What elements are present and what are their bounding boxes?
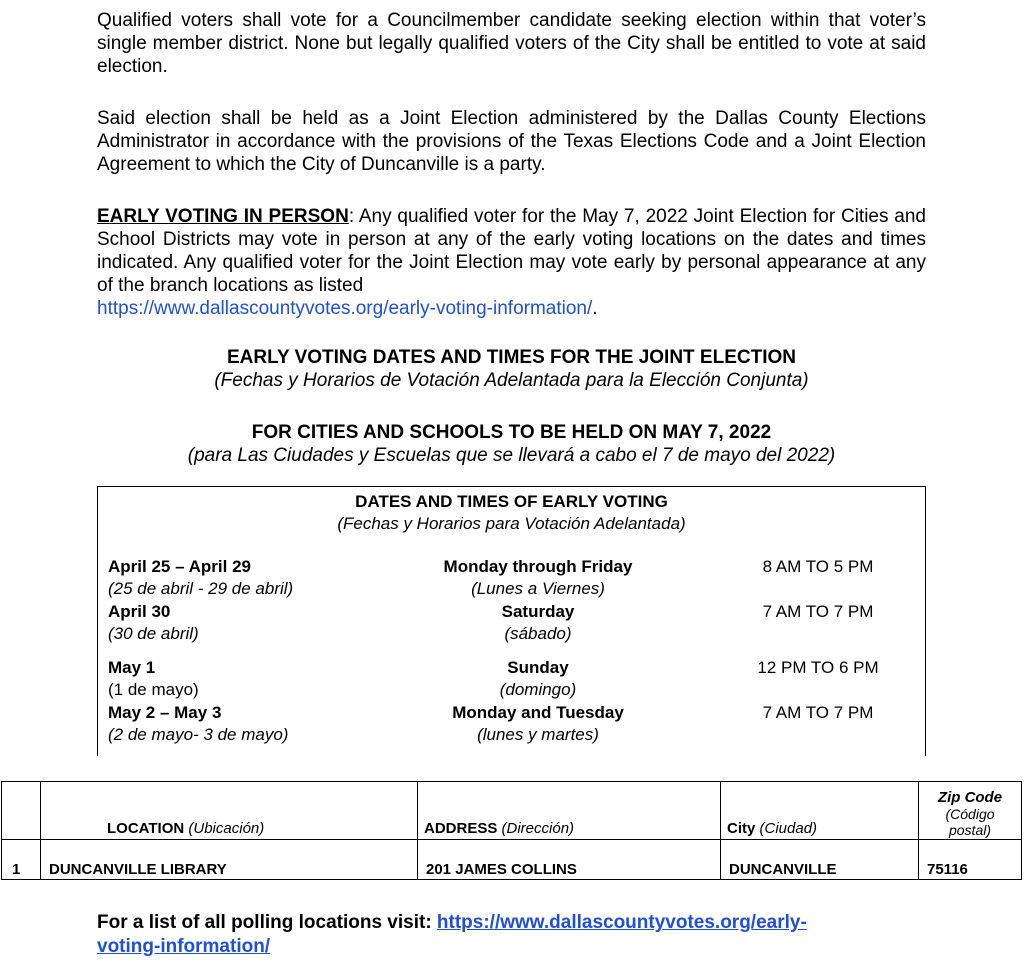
schedule-day: Monday and Tuesday (452, 703, 624, 722)
table-header-row (2, 782, 1022, 840)
header-city-es: (Ciudad) (759, 820, 818, 837)
header-address-es: (Dirección) (501, 820, 575, 837)
row-number: 1 (2, 840, 41, 880)
paragraph-period: . (592, 298, 598, 319)
schedule-day: Saturday (501, 602, 575, 621)
table-row (2, 840, 1022, 880)
paragraph-text: Said election shall be held as a Joint Election administered by the Dallas County Elections Administrator in accordance with the provisions of the Texas Elections Code and a Joint Election Agreement to which the City of Duncanville is a party. (97, 108, 926, 175)
heading-title: EARLY VOTING DATES AND TIMES FOR THE JOINT ELECTION (227, 347, 796, 368)
schedule-date-es: (1 de mayo) (108, 680, 199, 699)
heading-title: FOR CITIES AND SCHOOLS TO BE HELD ON MAY 7, 2022 (251, 422, 772, 443)
header-zip (919, 782, 1022, 840)
schedule-day-es: (lunes y martes) (477, 725, 599, 744)
paragraph-early-voting-in-person (97, 205, 926, 320)
heading-subtitle-es: (Fechas y Horarios de Votación Adelantada para la Elección Conjunta) (214, 370, 809, 391)
paragraph-voter-eligibility (97, 9, 926, 78)
header-location (41, 782, 418, 840)
schedule-time: 8 AM TO 5 PM (762, 557, 874, 576)
schedule-date: April 30 (108, 602, 171, 621)
header-location-es: (Ubicación) (188, 820, 265, 837)
schedule-day: Monday through Friday (443, 557, 633, 576)
schedule-date-es: (30 de abril) (108, 624, 199, 643)
schedule-time: 7 AM TO 7 PM (762, 602, 874, 621)
header-location-label: LOCATION (107, 820, 189, 837)
row-address: 201 JAMES COLLINS (418, 840, 721, 880)
schedule-date: May 2 – May 3 (108, 703, 222, 722)
footer-link-part-1[interactable]: https://www.dallascountyvotes.org/early- (436, 912, 807, 933)
row-location: DUNCANVILLE LIBRARY (41, 840, 418, 880)
schedule-time: 7 AM TO 7 PM (762, 703, 874, 722)
schedule-date-es: (25 de abril - 29 de abril) (108, 579, 294, 598)
schedule-day-es: (domingo) (499, 680, 577, 699)
footer-polling-locations (97, 911, 926, 959)
footer-link-part-2[interactable]: voting-information/ (97, 936, 271, 957)
early-voting-schedule-box (97, 486, 926, 756)
schedule-date: April 25 – April 29 (108, 557, 251, 576)
heading-cities-schools (97, 421, 926, 467)
schedule-day-es: (Lunes a Viernes) (471, 579, 605, 598)
heading-early-voting-dates (97, 346, 926, 392)
schedule-day-es: (sábado) (504, 624, 572, 643)
header-zip-es-2: postal) (948, 822, 992, 838)
row-city: DUNCANVILLE (721, 840, 919, 880)
paragraph-text: Qualified voters shall vote for a Councilmember candidate seeking election within that voter’s single member district. None but legally qualified voters of the City shall be entitled to vote at said election. (97, 10, 926, 77)
header-zip-label: Zip Code (937, 789, 1003, 806)
heading-subtitle-es: (para Las Ciudades y Escuelas que se llevará a cabo el 7 de mayo del 2022) (187, 445, 836, 466)
schedule-time: 12 PM TO 6 PM (757, 658, 879, 677)
header-num-cell (2, 782, 41, 840)
schedule-day: Sunday (507, 658, 569, 677)
header-zip-es-1: (Código (945, 806, 995, 822)
schedule-date: May 1 (108, 658, 156, 677)
header-city-label: City (727, 820, 760, 837)
row-zip: 75116 (919, 840, 1022, 880)
paragraph-text: : Any qualified voter for the May 7, 2022 Joint Election for Cities and School Districts may vote in person at any of the early voting locations on the dates and times indicated. Any qualified voter for the Joint Election may vote early by personal appearance at any of the branch locations as listed (97, 206, 926, 296)
schedule-date-es: (2 de mayo- 3 de mayo) (108, 725, 289, 744)
schedule-subtitle: (Fechas y Horarios para Votación Adelantada) (337, 514, 686, 533)
locations-table (1, 781, 1022, 880)
header-address (418, 782, 721, 840)
schedule-title: DATES AND TIMES OF EARLY VOTING (355, 492, 668, 511)
early-voting-info-link[interactable]: https://www.dallascountyvotes.org/early-voting-information/ (97, 298, 593, 319)
early-voting-heading: EARLY VOTING IN PERSON (97, 206, 349, 227)
header-address-label: ADDRESS (424, 820, 502, 837)
footer-text: For a list of all polling locations visit: (97, 912, 437, 933)
paragraph-joint-election (97, 107, 926, 176)
header-city (721, 782, 919, 840)
